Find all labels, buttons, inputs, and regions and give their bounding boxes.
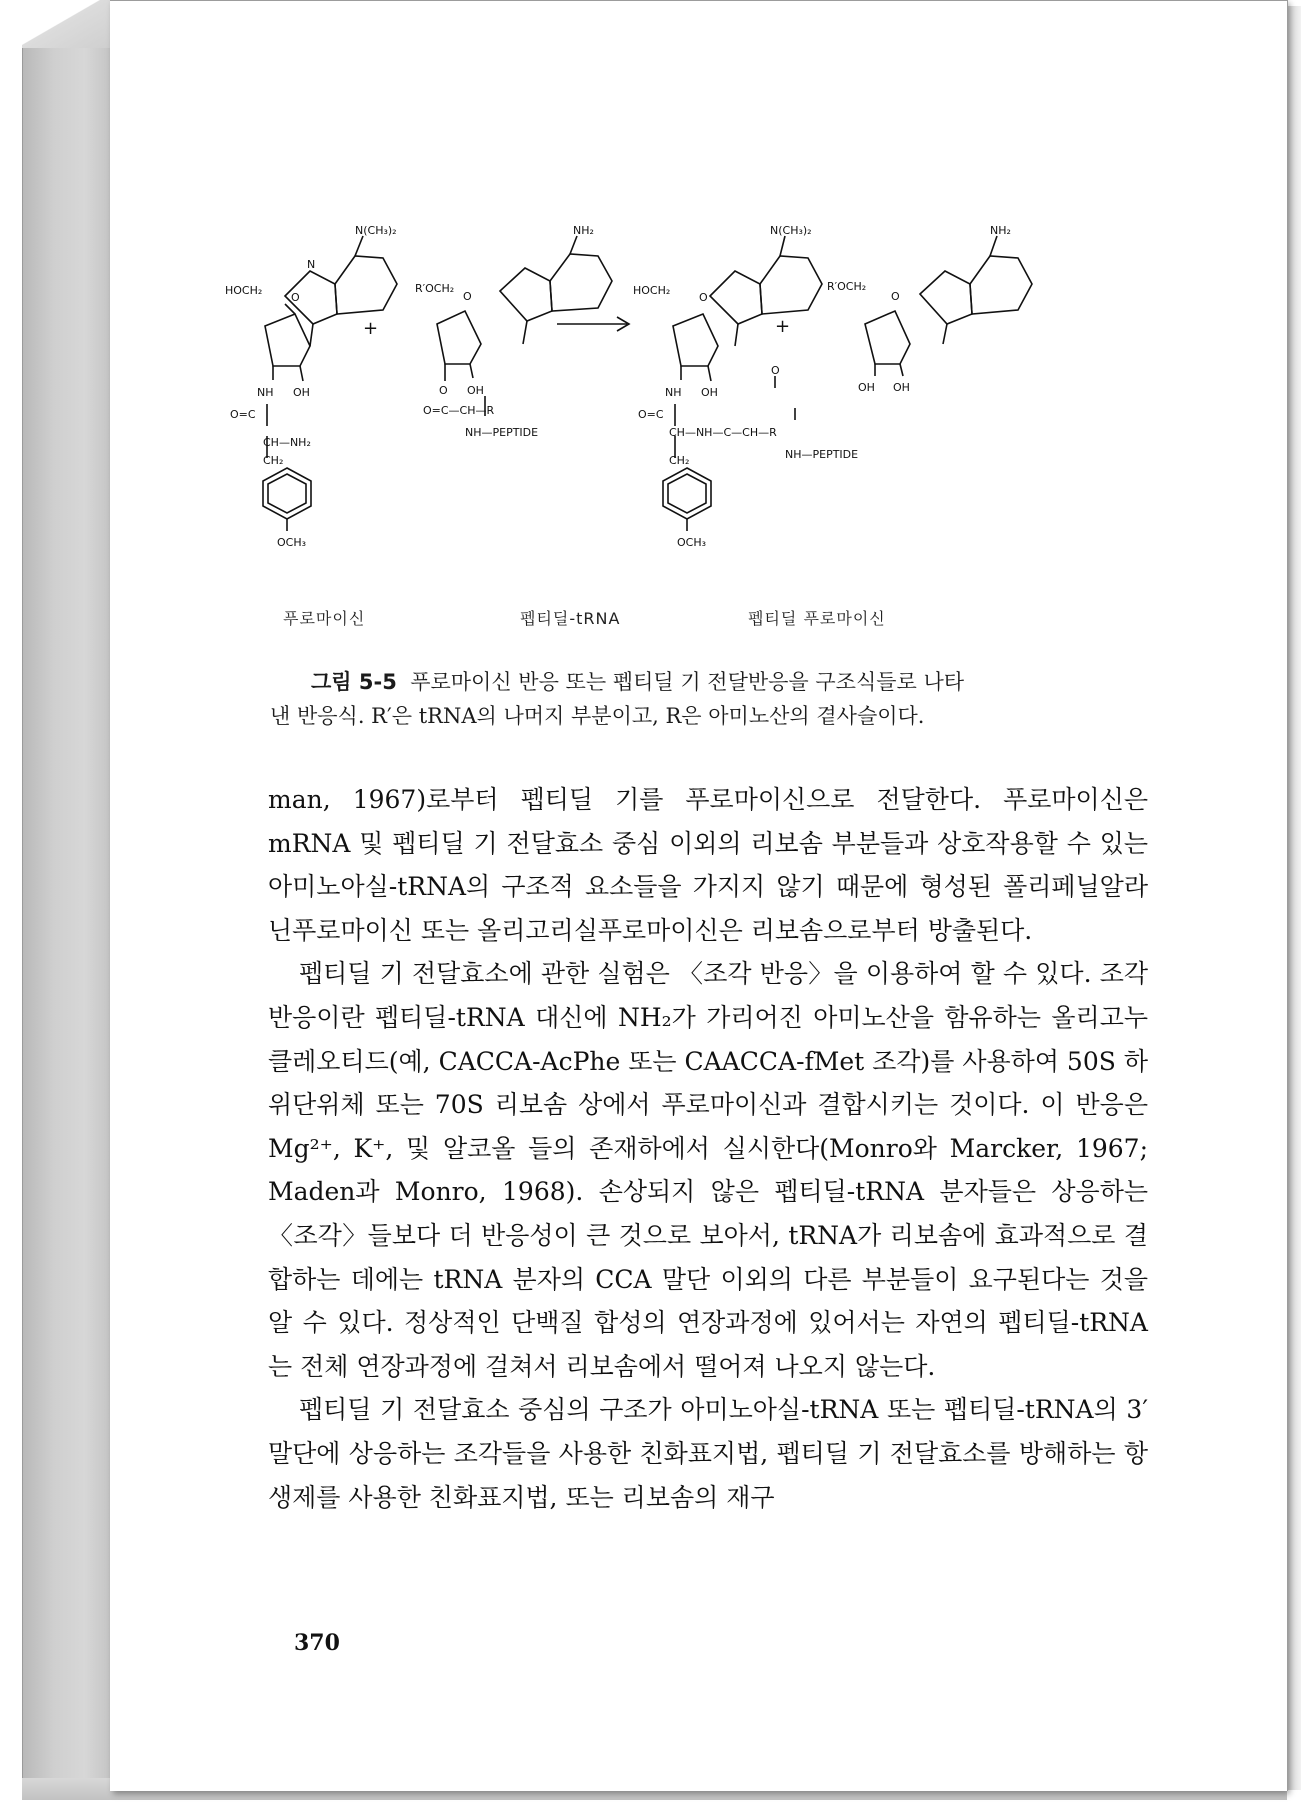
- svg-text:OH: OH: [893, 381, 910, 394]
- book-spine-top: [22, 0, 110, 48]
- figure-number: 그림 5-5: [311, 670, 397, 694]
- svg-text:NH—PEPTIDE: NH—PEPTIDE: [785, 448, 859, 461]
- page-right-edge: [1287, 6, 1301, 1790]
- roch2-label-1: R′OCH₂: [415, 282, 455, 295]
- label-peptidyl-puromycin: 펩티딜 푸로마이신: [748, 609, 886, 628]
- figure-caption: [270, 665, 1130, 733]
- book-spine: [22, 48, 112, 1778]
- svg-text:CH₂: CH₂: [263, 454, 284, 467]
- dimethylamino-label-2: N(CH₃)₂: [770, 224, 812, 237]
- svg-text:OH: OH: [701, 386, 718, 399]
- paragraph-1: man, 1967)로부터 펩티딜 기를 푸로마이신으로 전달한다. 푸로마이신은 mRNA 및 펩티딜 기 전달효소 중심 이외의 리보솜 부분들과 상호작용할 수 있는 아미노아실-tRNA의 구조적 요소들을 가지지 않기 때문에 형성된 폴리페닐알라닌푸로마이신 또는 올리고리실푸로마이신은 리보솜으로부터 방출된다.: [268, 785, 1148, 945]
- svg-text:CH—NH₂: CH—NH₂: [263, 436, 311, 449]
- roch2-label-2: R′OCH₂: [827, 280, 867, 293]
- svg-text:O: O: [439, 384, 448, 397]
- svg-text:CH—NH—C—CH—R: CH—NH—C—CH—R: [669, 426, 777, 439]
- plus-sign-2: +: [775, 316, 791, 337]
- svg-text:OCH₃: OCH₃: [677, 536, 707, 549]
- svg-text:O: O: [699, 291, 708, 304]
- svg-text:OH: OH: [467, 384, 484, 397]
- dimethylamino-label: N(CH₃)₂: [355, 224, 397, 237]
- svg-text:O=C: O=C: [638, 408, 664, 421]
- svg-text:O=C: O=C: [230, 408, 256, 421]
- svg-text:OH: OH: [293, 386, 310, 399]
- paragraph-2: 펩티딜 기 전달효소에 관한 실험은 〈조각 반응〉을 이용하여 할 수 있다. 조각 반응이란 펩티딜-tRNA 대신에 NH₂가 가리어진 아미노산을 함유하는 올리고누클레오티드(예, CACCA-AcPhe 또는 CAACCA-fMet 조각)를 사용하여 50S 하위단위체 또는 70S 리보솜 상에서 푸로마이신과 결합시키는 것이다. 이 반응은 Mg²⁺, K⁺, 및 알코올 들의 존재하에서 실시한다(Monro와 Marcker, 1967; Maden과 Monro, 1968). 손상되지 않은 펩티딜-tRNA 분자들은 상응하는 〈조각〉들보다 더 반응성이 큰 것으로 보아서, tRNA가 리보솜에 효과적으로 결합하는 데에는 tRNA 분자의 CCA 말단 이외의 다른 부분들이 요구된다는 것을 알 수 있다. 정상적인 단백질 합성의 연장과정에 있어서는 자연의 펩티딜-tRNA는 전체 연장과정에 걸쳐서 리보솜에서 떨어져 나오지 않는다.: [268, 959, 1148, 1381]
- puromycin-structure: [263, 236, 397, 531]
- reaction-figure: [225, 224, 1155, 626]
- label-puromycin: 푸로마이신: [283, 609, 366, 628]
- svg-text:O=C—CH—R: O=C—CH—R: [423, 404, 495, 417]
- caption-line-2: 낸 반응식. R′은 tRNA의 나머지 부분이고, R은 아미노산의 곁사슬이다.: [270, 704, 925, 728]
- svg-text:NH₂: NH₂: [573, 224, 594, 237]
- body-text: [268, 778, 1148, 1519]
- page-number: 370: [294, 1630, 340, 1656]
- svg-text:NH: NH: [257, 386, 274, 399]
- label-peptidyl-trna: 펩티딜-tRNA: [520, 609, 621, 628]
- svg-text:N: N: [307, 258, 316, 271]
- peptidyl-trna-structure: [437, 236, 612, 416]
- reaction-scheme-diagram: [225, 224, 1155, 596]
- hoch2-label-2: HOCH₂: [633, 284, 671, 297]
- svg-text:NH: NH: [665, 386, 682, 399]
- caption-line-1: 푸로마이신 반응 또는 펩티딜 기 전달반응을 구조식들로 나타: [410, 670, 965, 694]
- svg-text:OCH₃: OCH₃: [277, 536, 307, 549]
- svg-text:O: O: [771, 364, 780, 377]
- svg-text:O: O: [891, 290, 900, 303]
- svg-text:O: O: [463, 290, 472, 303]
- svg-text:O: O: [291, 291, 300, 304]
- plus-sign-1: +: [363, 318, 379, 339]
- svg-text:OH: OH: [858, 381, 875, 394]
- trna-structure: [865, 236, 1032, 376]
- paragraph-3: 펩티딜 기 전달효소 중심의 구조가 아미노아실-tRNA 또는 펩티딜-tRNA의 3′ 말단에 상응하는 조각들을 사용한 친화표지법, 펩티딜 기 전달효소를 방해하는 항생제를 사용한 친화표지법, 또는 리보솜의 재구: [268, 1395, 1148, 1512]
- hoch2-label-1: HOCH₂: [225, 284, 263, 297]
- svg-text:NH₂: NH₂: [990, 224, 1011, 237]
- peptidyl-puromycin-structure: [663, 236, 822, 531]
- svg-text:CH₂: CH₂: [669, 454, 690, 467]
- svg-text:NH—PEPTIDE: NH—PEPTIDE: [465, 426, 539, 439]
